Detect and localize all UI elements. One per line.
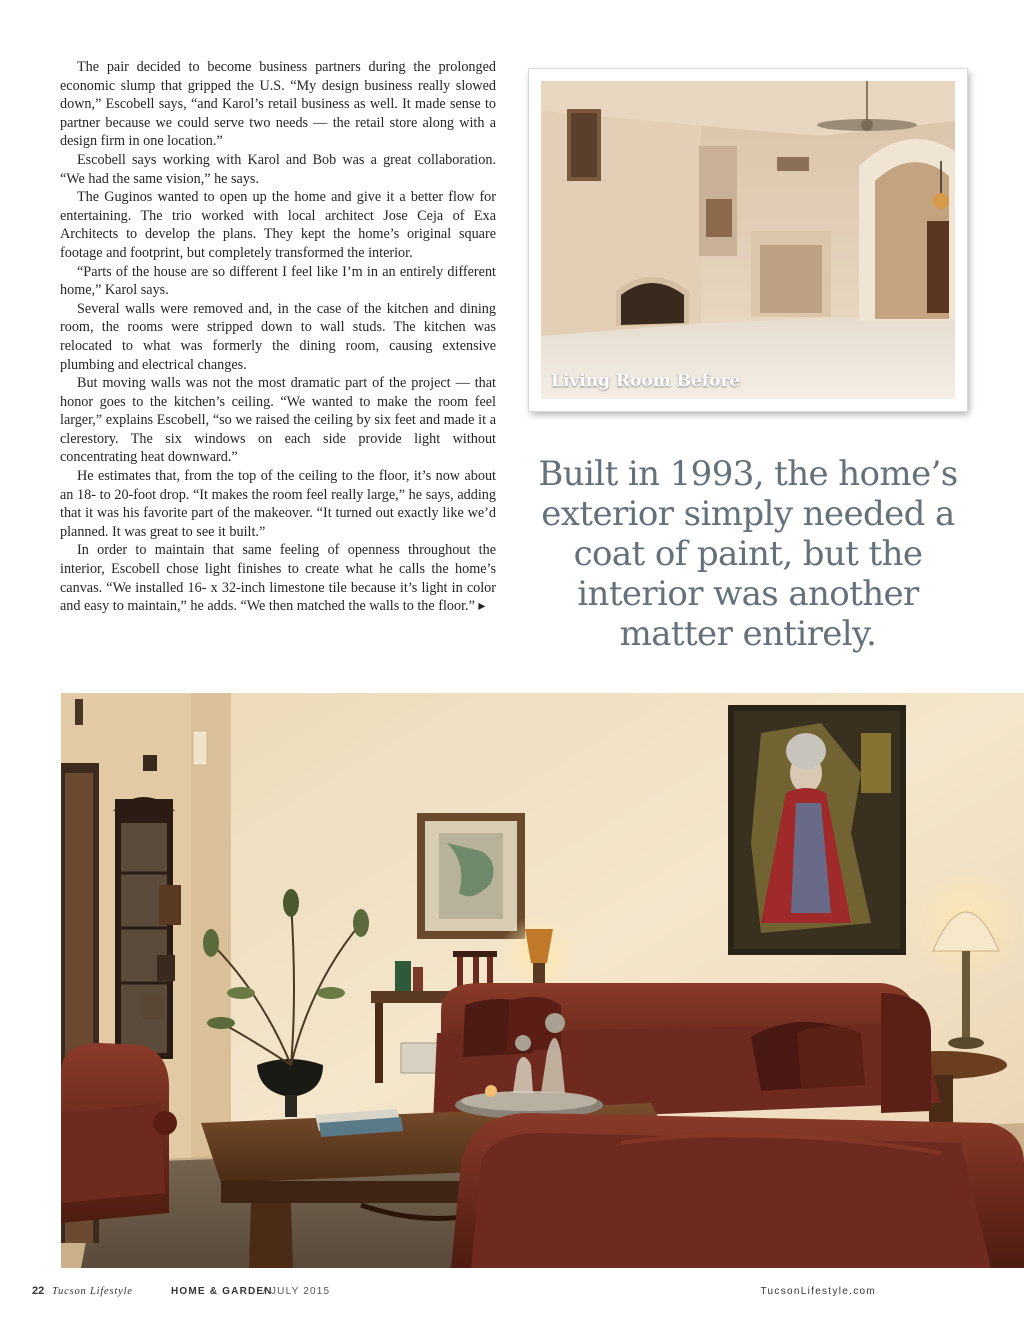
magazine-name: Tucson Lifestyle	[52, 1286, 133, 1297]
article-body	[60, 58, 496, 616]
article-paragraph: In order to maintain that same feeling of openness throughout the interior, Escobell chose light finishes to create what he calls the home’s canvas. “We installed 16- x 32-inch limestone tile because it’s light in color and easy to maintain,” he adds. “We then matched the walls to the floor.” ▸	[60, 542, 496, 615]
living-room-before-illustration	[541, 81, 955, 399]
before-photo-caption: Living Room Before	[551, 371, 741, 391]
article-paragraph: Several walls were removed and, in the case of the kitchen and dining room, the rooms were stripped down to wall studs. The kitchen was relocated to what was formerly the dining room, causing extensive plumbing and electrical changes.	[60, 300, 496, 373]
article-paragraph: The Guginos wanted to open up the home and give it a better flow for entertaining. The trio worked with local architect Jose Ceja of Exa Architects to develop the plans. They kept the home’s original square footage and footprint, but completely transformed the interior.	[60, 189, 496, 261]
issue-date: / JULY 2015	[263, 1286, 331, 1297]
before-photo	[541, 81, 955, 399]
article-paragraph: He estimates that, from the top of the ceiling to the floor, it’s now about an 18- to 20-foot drop. “It makes the room feel really large,” he says, adding that it was his favorite part of the makeover. “It turned out exactly like we’d planned. It was great to see it built.”	[60, 468, 496, 540]
living-room-after-illustration	[61, 693, 1024, 1268]
article-paragraph: The pair decided to become business partners during the prolonged economic slump that gripped the U.S. “My design business really slowed down,” Escobell says, “and Karol’s retail business as well. It made sense to partner because we could serve two needs — the retail store along with a design firm in one location.”	[60, 59, 496, 150]
article-paragraph: “Parts of the house are so different I feel like I’m in an entirely different home,” Karol says.	[60, 263, 496, 299]
living-room-after-photo	[61, 693, 1024, 1268]
section-name: HOME & GARDEN	[171, 1286, 273, 1297]
pull-quote: Built in 1993, the home’s exterior simply needed a coat of paint, but the interior was another matter entirely.	[538, 454, 958, 654]
article-paragraph: Escobell says working with Karol and Bob was a great collaboration. “We had the same vision,” he says.	[60, 151, 496, 187]
before-photo-frame	[529, 69, 967, 411]
page-footer	[32, 1285, 892, 1301]
article-paragraph: But moving walls was not the most dramatic part of the project — that honor goes to the kitchen’s ceiling. “We wanted to make the room feel larger,” explains Escobell, “so we raised the ceiling by six feet and made it a clerestory. The six windows on each side provide light without concentrating heat downward.”	[60, 375, 496, 466]
page-number: 22	[32, 1285, 45, 1297]
website-link[interactable]: TucsonLifestyle.com	[760, 1286, 876, 1297]
